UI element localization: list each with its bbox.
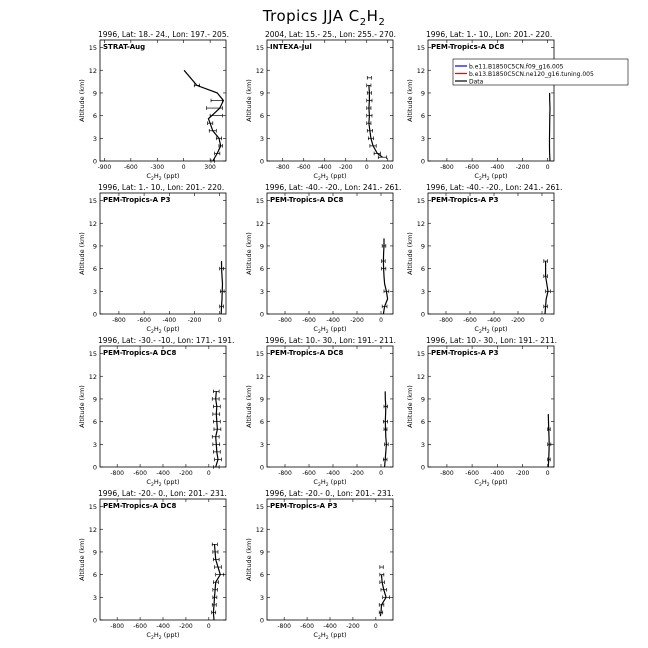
x-tick-label: -400 bbox=[156, 470, 170, 477]
y-tick-label: 15 bbox=[88, 350, 97, 359]
data-line bbox=[548, 414, 549, 467]
x-tick-label: -600 bbox=[302, 470, 316, 477]
x-axis-label-part: 2 bbox=[486, 483, 490, 488]
x-axis-label-part: 2 bbox=[317, 177, 321, 182]
x-axis-label-part: (ppt) bbox=[489, 478, 508, 486]
x-axis-label-part: 2 bbox=[150, 483, 154, 488]
panel-header: 1996, Lat: -20.- 0., Lon: 201.- 231. bbox=[98, 489, 227, 498]
x-tick-label: -800 bbox=[277, 623, 291, 630]
chart-panel-8 bbox=[245, 336, 396, 488]
x-tick-label: -200 bbox=[338, 164, 353, 171]
x-axis-label-part: 2 bbox=[317, 483, 321, 488]
x-tick-label: -600 bbox=[133, 623, 147, 630]
x-axis-label-part: 2 bbox=[478, 177, 482, 182]
campaign-label: PEM-Tropics-A P3 bbox=[431, 196, 499, 204]
x-axis-label-part: 2 bbox=[486, 330, 490, 335]
y-tick-label: 0 bbox=[420, 310, 425, 319]
x-tick-label: -800 bbox=[110, 470, 124, 477]
y-tick-label: 3 bbox=[420, 440, 425, 449]
data-line bbox=[380, 575, 386, 617]
x-axis-label-part: 2 bbox=[317, 636, 321, 641]
legend-label: b.e11.B1850C5CN.f09_g16.005 bbox=[469, 63, 564, 71]
y-tick-label: 15 bbox=[255, 44, 264, 53]
x-axis-label-part: 2 bbox=[325, 483, 329, 488]
y-tick-label: 0 bbox=[259, 310, 264, 319]
x-tick-label: -800 bbox=[275, 164, 290, 171]
y-tick-label: 15 bbox=[255, 350, 264, 359]
y-tick-label: 15 bbox=[416, 44, 425, 53]
panel-header: 1996, Lat: -40.- -20., Lon: 241.- 261. bbox=[426, 183, 563, 192]
y-tick-label: 9 bbox=[259, 89, 264, 98]
y-tick-label: 9 bbox=[92, 548, 97, 557]
campaign-label: PEM-Tropics-A P3 bbox=[103, 196, 171, 204]
y-tick-label: 3 bbox=[259, 440, 264, 449]
panel-header: 1996, Lat: 1.- 10., Lon: 201.- 220. bbox=[426, 30, 553, 39]
x-axis-label-part: H bbox=[153, 172, 159, 180]
y-axis-label: Altitude (km) bbox=[406, 232, 414, 275]
y-tick-label: 0 bbox=[259, 463, 264, 472]
y-tick-label: 15 bbox=[88, 503, 97, 512]
x-tick-label: -200 bbox=[350, 317, 364, 324]
x-axis-label-part: (ppt) bbox=[328, 478, 347, 486]
x-axis-label-part: H bbox=[153, 631, 159, 639]
x-tick-label: -400 bbox=[156, 623, 170, 630]
x-axis-label-part: H bbox=[320, 631, 326, 639]
y-tick-label: 12 bbox=[255, 372, 264, 381]
x-axis-label-part: C bbox=[146, 478, 151, 486]
x-axis-label-part: (ppt) bbox=[489, 172, 508, 180]
y-tick-label: 0 bbox=[92, 616, 97, 625]
panel-frame bbox=[428, 40, 554, 161]
panel-frame bbox=[267, 346, 393, 467]
x-tick-label: 200 bbox=[382, 164, 394, 171]
x-tick-label: 0 bbox=[540, 317, 544, 324]
x-axis-label-part: 2 bbox=[158, 636, 162, 641]
x-tick-label: -900 bbox=[97, 164, 112, 171]
x-axis-label-part: 2 bbox=[150, 330, 154, 335]
y-tick-label: 6 bbox=[420, 112, 425, 121]
x-tick-label: -600 bbox=[296, 164, 311, 171]
panel-header: 1996, Lat: 1.- 10., Lon: 201.- 220. bbox=[98, 183, 225, 192]
y-tick-label: 9 bbox=[420, 242, 425, 251]
x-axis-label-part: 2 bbox=[158, 177, 162, 182]
y-tick-label: 12 bbox=[88, 219, 97, 228]
x-axis-label bbox=[313, 172, 346, 182]
y-axis-label: Altitude (km) bbox=[78, 385, 86, 428]
panel-header: 1996, Lat: -30.- -10., Lon: 171.- 191. bbox=[98, 336, 235, 345]
chart-panel-5 bbox=[245, 183, 401, 335]
y-tick-label: 3 bbox=[420, 134, 425, 143]
x-axis-label-part: C bbox=[146, 325, 151, 333]
x-tick-label: -200 bbox=[511, 317, 525, 324]
x-axis-label-part: 2 bbox=[325, 177, 329, 182]
x-tick-label: -200 bbox=[179, 623, 193, 630]
x-axis-label bbox=[146, 478, 179, 488]
y-tick-label: 3 bbox=[259, 593, 264, 602]
x-axis-label-part: C bbox=[313, 631, 318, 639]
y-tick-label: 15 bbox=[416, 197, 425, 206]
x-axis-label-part: H bbox=[320, 172, 326, 180]
x-axis-label-part: 2 bbox=[150, 636, 154, 641]
y-tick-label: 12 bbox=[255, 66, 264, 75]
campaign-label: STRAT-Aug bbox=[103, 43, 146, 51]
panel-frame bbox=[100, 346, 226, 467]
x-tick-label: -800 bbox=[278, 317, 292, 324]
x-axis-label bbox=[146, 325, 179, 335]
panel-frame bbox=[428, 193, 554, 314]
x-axis-label-part: C bbox=[146, 631, 151, 639]
x-tick-label: -600 bbox=[124, 164, 138, 171]
campaign-label: PEM-Tropics-A DC8 bbox=[270, 349, 344, 357]
x-axis-label-part: (ppt) bbox=[328, 172, 347, 180]
y-tick-label: 6 bbox=[92, 265, 97, 274]
data-line bbox=[550, 93, 551, 161]
y-tick-label: 0 bbox=[92, 463, 97, 472]
x-tick-label: -800 bbox=[112, 317, 126, 324]
x-axis-label-part: 2 bbox=[325, 636, 329, 641]
x-axis-label-part: (ppt) bbox=[161, 478, 180, 486]
x-tick-label: 0 bbox=[373, 623, 378, 630]
chart-panel-1 bbox=[78, 30, 229, 182]
y-tick-label: 3 bbox=[92, 440, 97, 449]
x-axis-label-part: H bbox=[481, 325, 487, 333]
y-axis-label: Altitude (km) bbox=[78, 79, 86, 122]
x-tick-label: -600 bbox=[302, 317, 316, 324]
y-tick-label: 9 bbox=[420, 395, 425, 404]
y-tick-label: 3 bbox=[92, 593, 97, 602]
y-tick-label: 0 bbox=[420, 463, 425, 472]
x-axis-label-part: C bbox=[146, 172, 151, 180]
x-axis-label-part: H bbox=[153, 325, 159, 333]
x-axis-label-part: H bbox=[481, 172, 487, 180]
y-tick-label: 9 bbox=[92, 89, 97, 98]
y-tick-label: 15 bbox=[255, 503, 264, 512]
x-tick-label: 0 bbox=[545, 164, 550, 171]
panel-frame bbox=[267, 193, 393, 314]
panel-frame bbox=[267, 40, 393, 161]
x-tick-label: -600 bbox=[463, 317, 477, 324]
x-axis-label-part: 2 bbox=[478, 330, 482, 335]
legend-label: b.e13.B1850C5CN.ne120_g16.tuning.005 bbox=[469, 70, 594, 78]
y-axis-label: Altitude (km) bbox=[245, 79, 253, 122]
campaign-label: PEM-Tropics-A DC8 bbox=[431, 43, 505, 51]
y-tick-label: 12 bbox=[88, 372, 97, 381]
x-axis-label-part: (ppt) bbox=[489, 325, 508, 333]
x-tick-label: 0 bbox=[206, 470, 211, 477]
x-axis-label-part: 2 bbox=[150, 177, 154, 182]
chart-panel-7 bbox=[78, 336, 234, 488]
panel-frame bbox=[100, 40, 226, 161]
x-tick-label: -400 bbox=[323, 623, 337, 630]
x-axis-label-part: 2 bbox=[317, 330, 321, 335]
y-axis-label: Altitude (km) bbox=[78, 232, 86, 275]
y-tick-label: 15 bbox=[416, 350, 425, 359]
x-tick-label: -400 bbox=[326, 317, 340, 324]
x-axis-label bbox=[313, 478, 346, 488]
chart-panel-11 bbox=[245, 489, 394, 641]
x-axis-label-part: H bbox=[153, 478, 159, 486]
figure-title-text: Tropics JJA C bbox=[262, 7, 360, 25]
y-tick-label: 0 bbox=[92, 310, 97, 319]
y-tick-label: 12 bbox=[88, 66, 97, 75]
y-axis-label: Altitude (km) bbox=[245, 385, 253, 428]
x-axis-label-part: (ppt) bbox=[328, 631, 347, 639]
chart-panel-6 bbox=[406, 183, 562, 335]
x-tick-label: 0 bbox=[545, 470, 550, 477]
x-tick-label: -800 bbox=[440, 470, 454, 477]
y-tick-label: 6 bbox=[259, 112, 264, 121]
data-line bbox=[369, 85, 383, 157]
panel-header: 1996, Lat: -40.- -20., Lon: 241.- 261. bbox=[265, 183, 402, 192]
x-axis-label-part: (ppt) bbox=[328, 325, 347, 333]
x-tick-label: -600 bbox=[137, 317, 151, 324]
y-tick-label: 15 bbox=[255, 197, 264, 206]
campaign-label: PEM-Tropics-A P3 bbox=[431, 349, 499, 357]
y-tick-label: 6 bbox=[92, 571, 97, 580]
data-line bbox=[383, 238, 387, 314]
y-tick-label: 3 bbox=[92, 134, 97, 143]
y-tick-label: 9 bbox=[420, 89, 425, 98]
x-tick-label: -400 bbox=[317, 164, 332, 171]
x-axis-label-part: C bbox=[313, 325, 318, 333]
x-tick-label: -600 bbox=[133, 470, 147, 477]
x-tick-label: 0 bbox=[379, 317, 383, 324]
y-tick-label: 12 bbox=[88, 525, 97, 534]
y-axis-label: Altitude (km) bbox=[406, 385, 414, 428]
y-tick-label: 9 bbox=[259, 548, 264, 557]
x-axis-label-part: (ppt) bbox=[161, 172, 180, 180]
y-tick-label: 3 bbox=[259, 287, 264, 296]
y-tick-label: 3 bbox=[92, 287, 97, 296]
campaign-label: PEM-Tropics-A DC8 bbox=[103, 349, 177, 357]
x-axis-label-part: H bbox=[320, 325, 326, 333]
x-tick-label: -600 bbox=[465, 164, 479, 171]
x-axis-label bbox=[313, 631, 346, 641]
x-axis-label bbox=[146, 172, 179, 182]
x-tick-label: -600 bbox=[465, 470, 479, 477]
x-tick-label: -200 bbox=[515, 470, 530, 477]
x-tick-label: 0 bbox=[364, 164, 369, 171]
panel-header: 1996, Lat: -20.- 0., Lon: 201.- 231. bbox=[265, 489, 394, 498]
panel-frame bbox=[100, 193, 226, 314]
campaign-label: PEM-Tropics-A DC8 bbox=[270, 196, 344, 204]
y-tick-label: 15 bbox=[88, 197, 97, 206]
x-axis-label-part: 2 bbox=[158, 483, 162, 488]
y-axis-label: Altitude (km) bbox=[245, 538, 253, 581]
x-axis-label bbox=[474, 325, 507, 335]
figure-title-sub: 2 bbox=[359, 17, 367, 28]
y-tick-label: 15 bbox=[88, 44, 97, 53]
panel-frame bbox=[267, 499, 393, 620]
x-tick-label: 0 bbox=[181, 164, 186, 171]
chart-panel-4 bbox=[78, 183, 226, 335]
x-axis-label bbox=[474, 172, 507, 182]
y-tick-label: 9 bbox=[92, 395, 97, 404]
x-tick-label: -200 bbox=[346, 623, 360, 630]
panel-header: 1996, Lat: 10.- 30., Lon: 191.- 211. bbox=[426, 336, 557, 345]
x-axis-label-part: 2 bbox=[478, 483, 482, 488]
panel-header: 2004, Lat: 15.- 25., Lon: 255.- 270. bbox=[265, 30, 396, 39]
figure-title-sub2: 2 bbox=[378, 17, 386, 28]
y-tick-label: 12 bbox=[255, 219, 264, 228]
x-axis-label bbox=[474, 478, 507, 488]
y-tick-label: 9 bbox=[92, 242, 97, 251]
x-tick-label: -600 bbox=[300, 623, 314, 630]
y-tick-label: 0 bbox=[259, 616, 264, 625]
y-tick-label: 9 bbox=[259, 395, 264, 404]
chart-panel-2 bbox=[245, 30, 396, 182]
y-tick-label: 6 bbox=[259, 418, 264, 427]
x-tick-label: 0 bbox=[379, 470, 383, 477]
x-axis-label-part: C bbox=[474, 325, 479, 333]
y-tick-label: 12 bbox=[255, 525, 264, 534]
y-tick-label: 3 bbox=[259, 134, 264, 143]
y-tick-label: 0 bbox=[259, 157, 264, 166]
y-tick-label: 0 bbox=[92, 157, 97, 166]
x-axis-label bbox=[146, 631, 179, 641]
panel-header: 1996, Lat: 18.- 24., Lon: 197.- 205. bbox=[98, 30, 229, 39]
y-axis-label: Altitude (km) bbox=[406, 79, 414, 122]
legend-label: Data bbox=[469, 78, 484, 86]
x-axis-label bbox=[313, 325, 346, 335]
y-tick-label: 12 bbox=[416, 372, 425, 381]
x-axis-label-part: H bbox=[320, 478, 326, 486]
y-tick-label: 6 bbox=[92, 418, 97, 427]
y-tick-label: 6 bbox=[420, 418, 425, 427]
y-tick-label: 12 bbox=[416, 66, 425, 75]
y-tick-label: 3 bbox=[420, 287, 425, 296]
panel-header: 1996, Lat: 10.- 30., Lon: 191.- 211. bbox=[265, 336, 396, 345]
x-tick-label: -400 bbox=[162, 317, 177, 324]
x-axis-label-part: C bbox=[474, 172, 479, 180]
x-axis-label-part: 2 bbox=[486, 177, 490, 182]
x-axis-label-part: H bbox=[481, 478, 487, 486]
x-tick-label: -400 bbox=[490, 470, 505, 477]
data-line bbox=[221, 261, 222, 314]
x-tick-label: 0 bbox=[206, 623, 211, 630]
y-tick-label: 0 bbox=[420, 157, 425, 166]
chart-panel-9 bbox=[406, 336, 557, 488]
x-tick-label: -800 bbox=[439, 317, 453, 324]
x-axis-label-part: 2 bbox=[158, 330, 162, 335]
y-tick-label: 6 bbox=[420, 265, 425, 274]
y-tick-label: 9 bbox=[259, 242, 264, 251]
figure-title-tail: H bbox=[366, 7, 379, 25]
x-axis-label-part: 2 bbox=[325, 330, 329, 335]
y-tick-label: 6 bbox=[259, 571, 264, 580]
y-axis-label: Altitude (km) bbox=[78, 538, 86, 581]
y-axis-label: Altitude (km) bbox=[245, 232, 253, 275]
campaign-label: PEM-Tropics-A DC8 bbox=[103, 502, 177, 510]
chart-panel-10 bbox=[78, 489, 227, 641]
x-tick-label: -300 bbox=[150, 164, 165, 171]
x-axis-label-part: (ppt) bbox=[161, 631, 180, 639]
x-axis-label-part: (ppt) bbox=[161, 325, 180, 333]
panel-frame bbox=[428, 346, 554, 467]
x-axis-label-part: C bbox=[313, 478, 318, 486]
x-tick-label: -800 bbox=[110, 623, 124, 630]
campaign-label: INTEXA-Jul bbox=[270, 43, 312, 51]
x-axis-label-part: C bbox=[313, 172, 318, 180]
x-tick-label: -200 bbox=[350, 470, 364, 477]
x-tick-label: -400 bbox=[490, 164, 505, 171]
x-tick-label: -400 bbox=[326, 470, 340, 477]
y-tick-label: 6 bbox=[92, 112, 97, 121]
x-tick-label: -800 bbox=[440, 164, 454, 171]
x-tick-label: -200 bbox=[515, 164, 530, 171]
x-tick-label: 0 bbox=[217, 317, 222, 324]
x-tick-label: -400 bbox=[487, 317, 501, 324]
y-tick-label: 6 bbox=[259, 265, 264, 274]
x-tick-label: 300 bbox=[204, 164, 216, 171]
y-tick-label: 12 bbox=[416, 219, 425, 228]
x-tick-label: -200 bbox=[179, 470, 193, 477]
chart-panel-3 bbox=[406, 30, 628, 182]
x-tick-label: -200 bbox=[187, 317, 202, 324]
campaign-label: PEM-Tropics-A P3 bbox=[270, 502, 338, 510]
panel-frame bbox=[100, 499, 226, 620]
x-axis-label-part: C bbox=[474, 478, 479, 486]
x-tick-label: -800 bbox=[278, 470, 292, 477]
